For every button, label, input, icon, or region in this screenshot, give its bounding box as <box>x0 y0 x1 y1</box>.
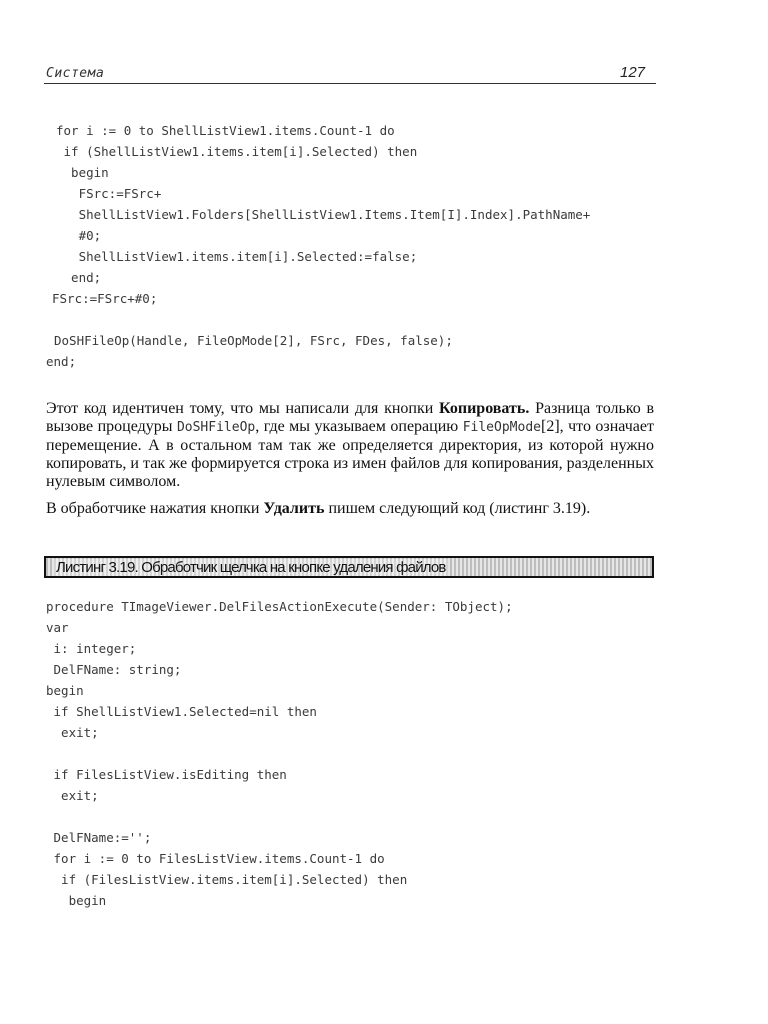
code-line: if (FilesListView.items.item[i].Selected) then <box>46 872 408 887</box>
code-line: for i := 0 to ShellListView1.items.Count-1 do <box>56 123 395 138</box>
text-run: [2], что означает перемещение. А в остальном там так же определяется директория, из которой нужно копировать, и так же формируется строка из имен файлов для копирования, разделенных нулевым символом. <box>46 418 654 490</box>
code-line: begin <box>56 165 109 180</box>
listing-title-bar <box>44 556 654 578</box>
bold-term-copy: Копировать. <box>439 400 530 417</box>
code-line: var <box>46 620 69 635</box>
listing-title: Листинг 3.19. Обработчик щелчка на кнопке удаления файлов <box>56 559 446 576</box>
code-block-bottom <box>0 596 513 932</box>
inline-code: DoSHFileOp <box>176 420 256 435</box>
code-line: FSrc:=FSrc+#0; <box>52 291 158 306</box>
code-line: end; <box>56 270 102 285</box>
header-rule <box>44 83 656 84</box>
code-line: if FilesListView.isEditing then <box>46 767 287 782</box>
code-line: for i := 0 to FilesListView.items.Count-1 do <box>46 851 385 866</box>
text-run: Этот код идентичен тому, что мы написали для кнопки <box>46 400 440 417</box>
page-number: 127 <box>620 64 646 81</box>
text-run: пишем следующий код (листинг 3.19). <box>324 500 591 517</box>
code-line: FSrc:=FSrc+ <box>56 186 162 201</box>
code-line: exit; <box>46 788 99 803</box>
text-run: В обработчике нажатия кнопки <box>46 500 264 517</box>
code-line: ShellListView1.Folders[ShellListView1.Items.Item[I].Index].PathName+ <box>56 207 591 222</box>
code-line: end; <box>46 354 77 369</box>
code-line: begin <box>46 893 107 908</box>
code-line: DoSHFileOp(Handle, FileOpMode[2], FSrc, FDes, false); <box>54 333 453 348</box>
body-paragraph-2 <box>46 500 654 518</box>
code-line: if ShellListView1.Selected=nil then <box>46 704 317 719</box>
code-line: procedure TImageViewer.DelFilesActionExecute(Sender: TObject); <box>46 599 513 614</box>
text-run: Разница только в вызове процедуры <box>46 400 655 435</box>
code-line: #0; <box>56 228 102 243</box>
code-line: exit; <box>46 725 99 740</box>
body-paragraph-1 <box>46 400 654 491</box>
running-header-section: Система <box>46 66 105 81</box>
code-line: if (ShellListView1.items.item[i].Selected) then <box>56 144 418 159</box>
code-line: ShellListView1.items.item[i].Selected:=false; <box>56 249 418 264</box>
bold-term-delete: Удалить <box>263 500 325 517</box>
code-line: begin <box>46 683 84 698</box>
inline-code: FileOpMode <box>462 420 541 435</box>
code-line: DelFName:=''; <box>46 830 152 845</box>
code-line: i: integer; <box>46 641 137 656</box>
code-line: DelFName: string; <box>46 662 182 677</box>
text-run: , где мы указываем операцию <box>255 418 463 435</box>
code-block-top <box>0 120 591 393</box>
